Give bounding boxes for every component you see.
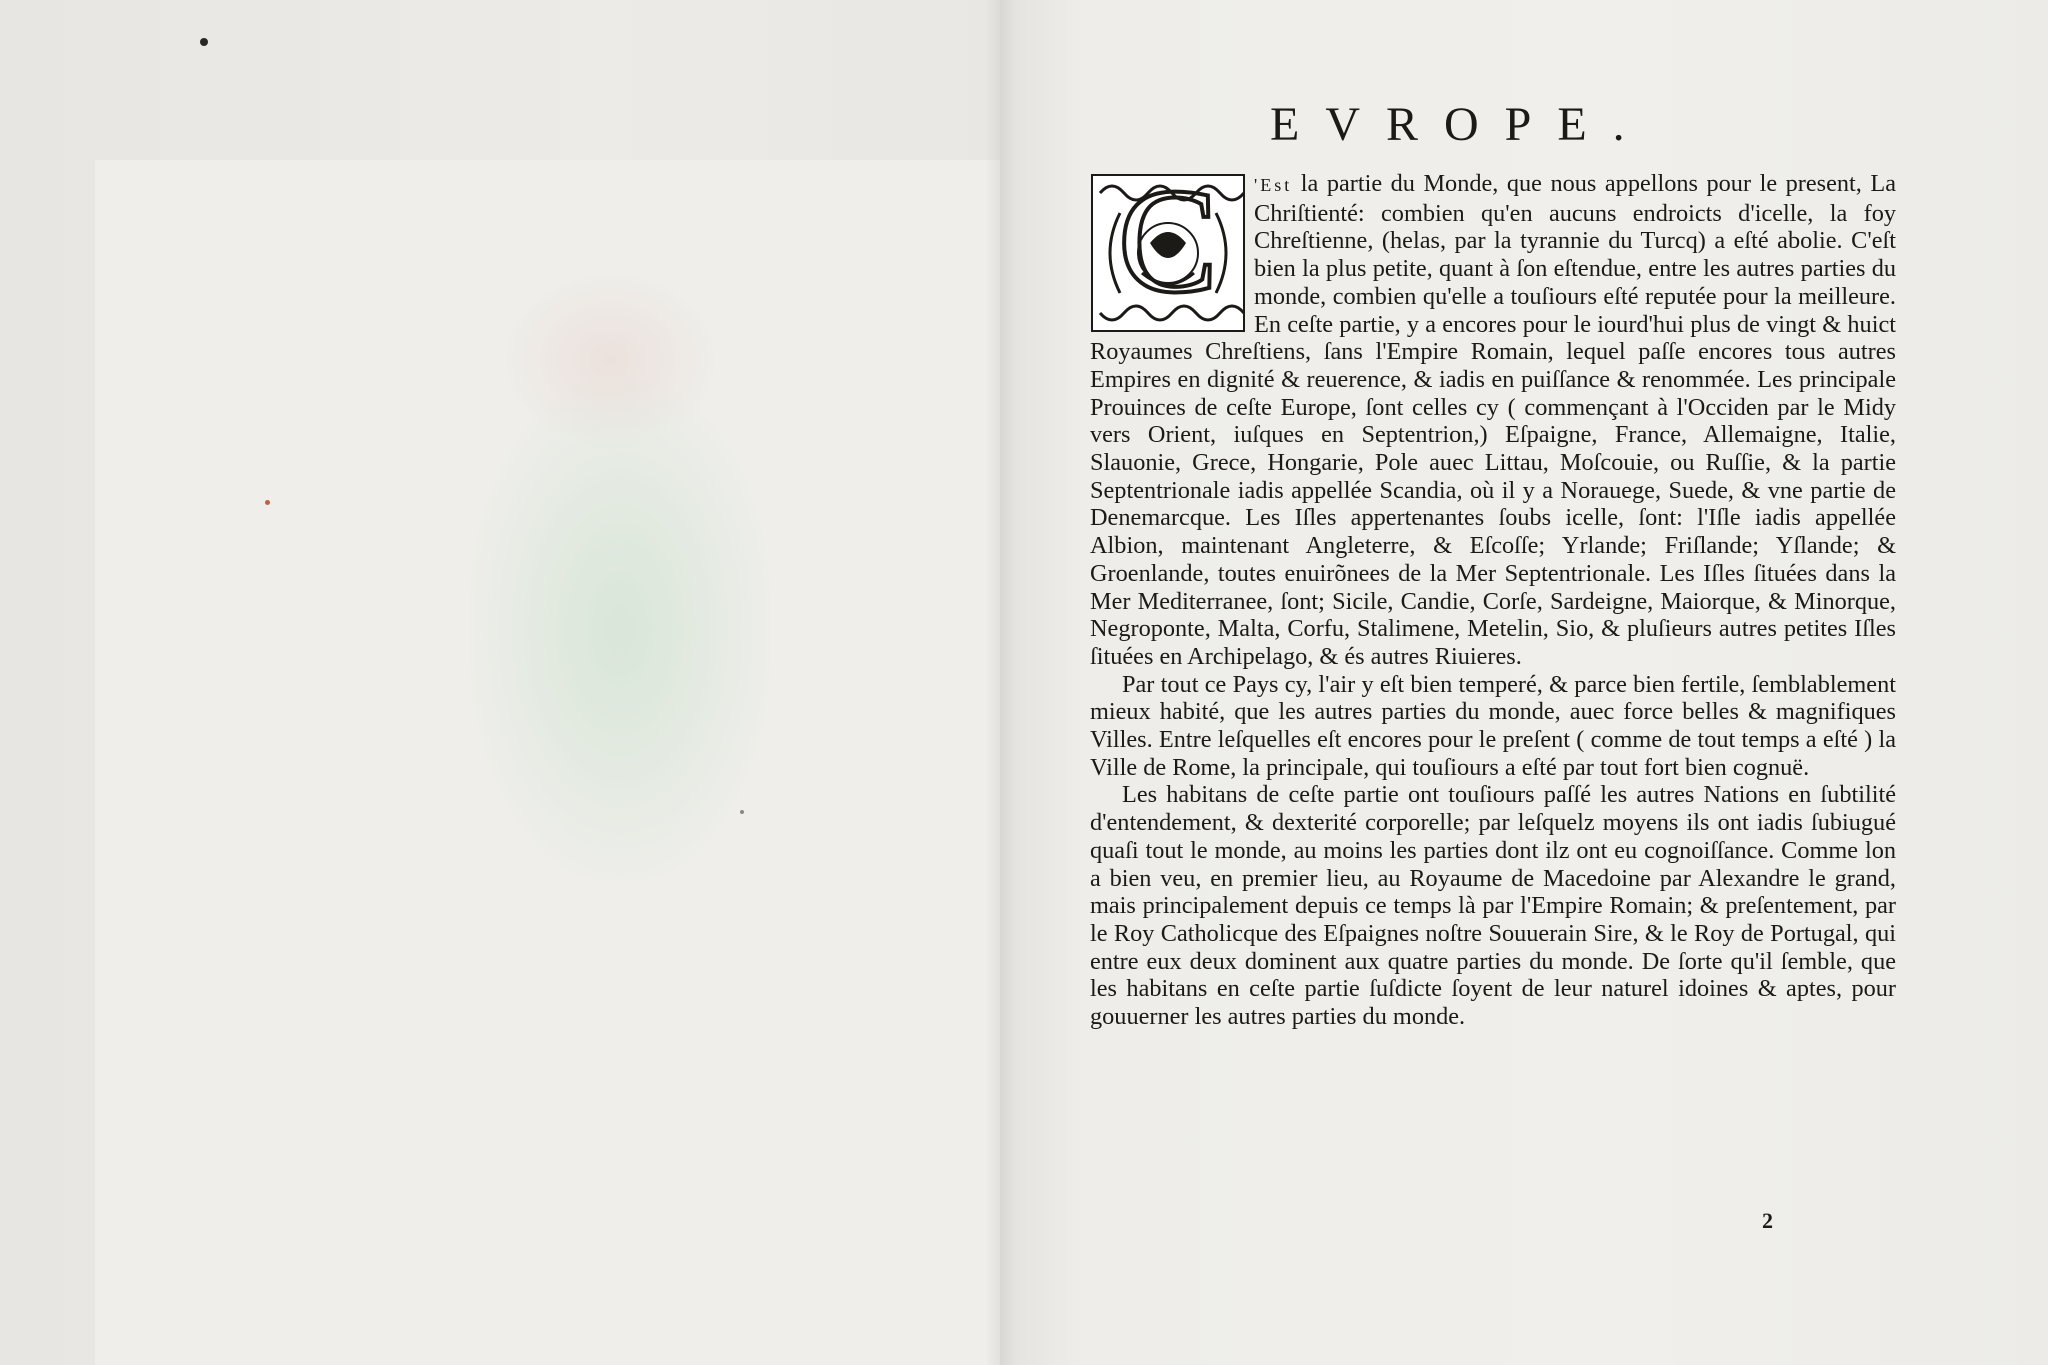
faded-pink-stain [500,270,720,450]
paragraph-1-text: la partie du Monde, que nous appellons pour le present, La Chriſtienté: combien qu'en aucuns endroicts d'icelle, la foy Chreſtienne, (helas, par la tyrannie du Turcq) a eſté abolie. C'eſt bien la plus petite, quant à ſon eſtendue, entre les autres parties du monde, combien qu'elle a touſiours eſté reputée pour la meilleure. En ceſte partie, y a encores pour le iourd'hui plus de vingt & huict Royaumes Chreſtiens, ſans l'Empire Romain, lequel paſſe encores tous autres Empires en dignité & reuerence, & iadis en puiſſance & renommée. Les principale Prouinces de ceſte Europe, ſont celles cy ( commençant à l'Occiden par le Midy vers Orient, iuſques en Septentrion,) Eſpaigne, France, Allemaigne, Italie, Slauonie, Grece, Hongarie, Pole auec Littau, Moſcouie, ou Ruſſie, & la partie Septentrionale iadis appellée Scandia, où il y a Norauege, Suede, & vne partie de Denemarcque. Les Iſles appertenantes ſoubs icelle, ſont: l'Iſle iadis appellée Albion, maintenant Angleterre, & Eſcoſſe; Yrlande; Friſlande; Yſlande; & Groenlande, toutes enuirõnees de la Mer Septentrionale. Les Iſles ſituées dans la Mer Mediterranee, ſont; Sicile, Candie, Corſe, Sardeigne, Maiorque, & Minorque, Negroponte, Malta, Corfu, Stalimene, Metelin, Sio, & pluſieurs autres petites Iſles ſituées en Archipelago, & és autres Riuieres. [1090,170,1896,670]
page-number: 2 [1762,1208,1773,1233]
paragraph-2: Par tout ce Pays cy, l'air y eſt bien temperé, & parce bien fertile, ſemblablement mieux habité, que les autres parties du monde, auec force belles & magnifiques Villes. Entre leſquelles eſt encores pour le preſent ( comme de tout temps a eſté ) la Ville de Rome, la principale, qui touſiours a eſté par tout fort bien cognuë. [1090,670,1896,781]
body-text [1090,170,1896,1031]
decorated-initial-icon [1090,173,1246,333]
rust-speck [265,500,270,505]
ink-speck [200,38,208,46]
paper-speck [740,810,744,814]
svg-text:C: C [1117,173,1219,324]
faded-green-stain [470,380,770,880]
paragraph-3: Les habitans de ceſte partie ont touſiours paſſé les autres Nations en ſubtilité d'entendement, & dexterité corporelle; par leſquelz moyens ils ont iadis ſubiugué quaſi tout le monde, au moins les parties dont ilz ont eu cognoiſſance. Comme lon a bien veu, en premier lieu, au Royaume de Macedoine par Alexandre le grand, mais principalement depuis ce temps là par l'Empire Romain; & preſentement, par le Roy Catholicque des Eſpaignes noſtre Souuerain Sire, & le Roy de Portugal, qui entre eux deux dominent aux quatre parties du monde. De ſorte qu'il ſemble, que les habitans en ceſte partie ſuſdicte ſoyent de leur naturel idoines & aptes, pour gouuerner les autres parties du monde. [1090,781,1896,1031]
page-fold [985,0,1015,1365]
opening-word: 'Est [1254,175,1293,195]
page-title: EVROPE. [1270,98,1651,151]
